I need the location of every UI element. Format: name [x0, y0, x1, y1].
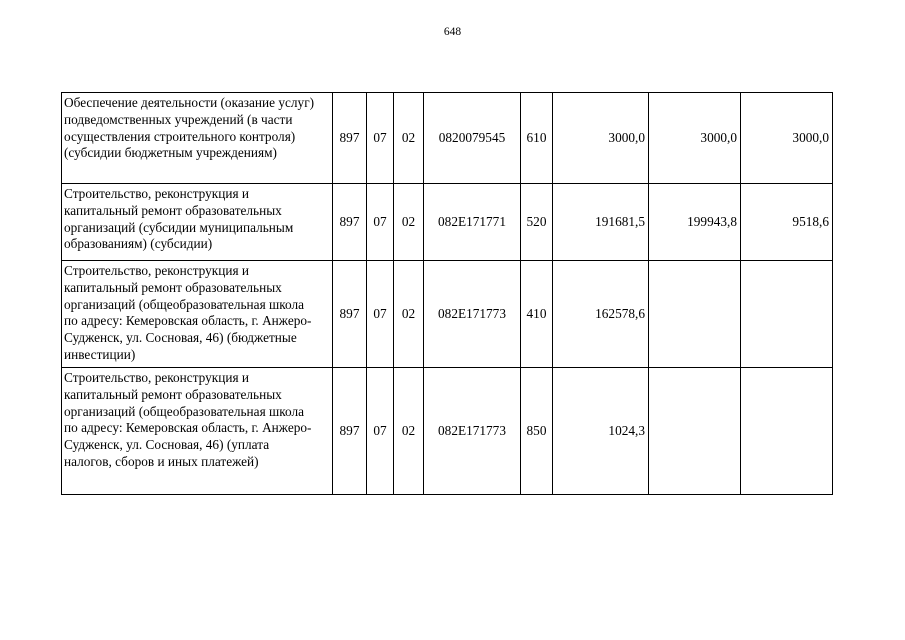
table-row — [62, 368, 833, 495]
amount-2: 3000,0 — [649, 93, 741, 184]
amount-2-empty — [649, 261, 741, 368]
amount-3: 9518,6 — [741, 184, 833, 261]
subsection-code: 02 — [394, 368, 424, 495]
target-article-code: 082Е171773 — [424, 261, 521, 368]
ministry-code: 897 — [333, 93, 367, 184]
ministry-code: 897 — [333, 368, 367, 495]
amount-3: 3000,0 — [741, 93, 833, 184]
description-line: подведомственных учреждений (в части — [64, 111, 293, 127]
description-line: организаций (общеобразовательная школа — [64, 296, 305, 312]
description-line: капитальный ремонт образовательных — [64, 279, 282, 295]
expense-type-code: 520 — [521, 184, 553, 261]
expense-description — [62, 184, 333, 261]
description-line: осуществления строительного контроля) — [64, 128, 296, 144]
expense-type-code: 410 — [521, 261, 553, 368]
budget-table — [61, 92, 833, 495]
target-article-code: 082Е171771 — [424, 184, 521, 261]
table-row — [62, 184, 833, 261]
description-line: Строительство, реконструкция и — [64, 263, 250, 278]
target-article-code: 082Е171773 — [424, 368, 521, 495]
description-line: организаций (субсидии муниципальным — [64, 219, 294, 235]
description-line: по адресу: Кемеровская область, г. Анжеро- — [64, 313, 312, 329]
amount-3-empty — [741, 261, 833, 368]
section-code: 07 — [367, 261, 394, 368]
amount-2: 199943,8 — [649, 184, 741, 261]
description-line: Судженск, ул. Сосновая, 46) (уплата — [64, 437, 270, 453]
description-line: инвестиции) — [64, 346, 136, 362]
target-article-code: 0820079545 — [424, 93, 521, 184]
table-row — [62, 261, 833, 368]
amount-2-empty — [649, 368, 741, 495]
ministry-code: 897 — [333, 184, 367, 261]
section-code: 07 — [367, 368, 394, 495]
description-line: Судженск, ул. Сосновая, 46) (бюджетные — [64, 330, 297, 346]
expense-type-code: 610 — [521, 93, 553, 184]
section-code: 07 — [367, 184, 394, 261]
description-line: организаций (общеобразовательная школа — [64, 403, 305, 419]
description-line: капитальный ремонт образовательных — [64, 386, 282, 402]
ministry-code: 897 — [333, 261, 367, 368]
expense-type-code: 850 — [521, 368, 553, 495]
amount-1: 1024,3 — [553, 368, 649, 495]
page-number: 648 — [443, 26, 462, 38]
description-line: Строительство, реконструкция и — [64, 370, 250, 385]
expense-description — [62, 261, 333, 368]
amount-1: 3000,0 — [553, 93, 649, 184]
description-line: Строительство, реконструкция и — [64, 186, 250, 201]
description-line: капитальный ремонт образовательных — [64, 202, 282, 218]
description-line: (субсидии бюджетным учреждениям) — [64, 145, 277, 161]
section-code: 07 — [367, 93, 394, 184]
description-line: налогов, сборов и иных платежей) — [64, 453, 259, 469]
description-line: образованиям) (субсидии) — [64, 236, 213, 252]
table-row — [62, 93, 833, 184]
expense-description — [62, 93, 333, 184]
amount-3-empty — [741, 368, 833, 495]
subsection-code: 02 — [394, 184, 424, 261]
subsection-code: 02 — [394, 261, 424, 368]
expense-description — [62, 368, 333, 495]
description-line: по адресу: Кемеровская область, г. Анжеро- — [64, 420, 312, 436]
amount-1: 191681,5 — [553, 184, 649, 261]
subsection-code: 02 — [394, 93, 424, 184]
description-line: Обеспечение деятельности (оказание услуг) — [64, 95, 315, 110]
amount-1: 162578,6 — [553, 261, 649, 368]
